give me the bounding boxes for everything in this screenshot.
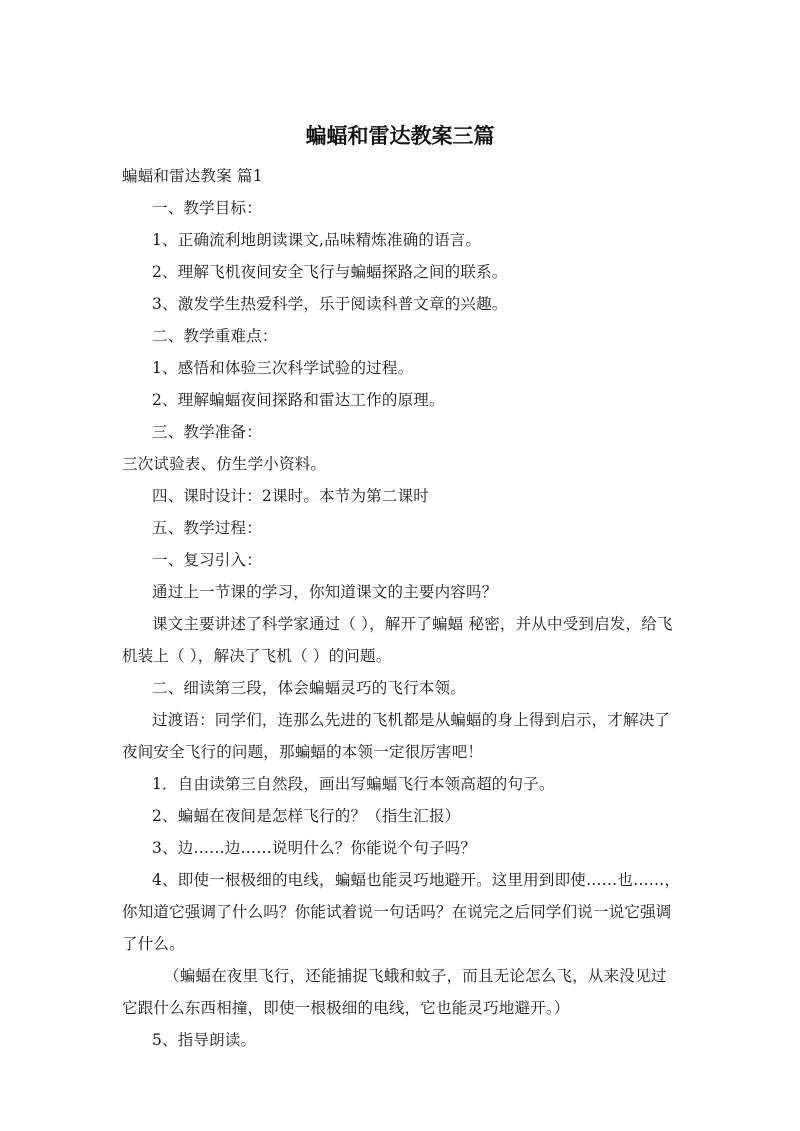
paragraph: 二、细读第三段，体会蝙蝠灵巧的飞行本领。 — [152, 679, 467, 697]
paragraph: 2、理解飞机夜间安全飞行与蝙蝠探路之间的联系。 — [152, 263, 508, 281]
paragraph: 1．自由读第三自然段，画出写蝙蝠飞行本领高超的句子。 — [152, 775, 555, 793]
paragraph: 1、感悟和体验三次科学试验的过程。 — [152, 359, 414, 377]
paragraph: 课文主要讲述了科学家通过（ ），解开了蝙蝠 秘密，并从中受到启发，给飞机装上（ ），解决了飞机（ ）的问题。 — [122, 615, 673, 665]
paragraph: 二、教学重难点： — [152, 327, 278, 345]
document-body — [122, 160, 682, 1056]
paragraph: 过渡语：同学们，连那么先进的飞机都是从蝙蝠的身上得到启示，才解决了夜间安全飞行的问题，那蝙蝠的本领一定很厉害吧！ — [122, 711, 671, 761]
paragraph: 三次试验表、仿生学小资料。 — [122, 455, 327, 473]
paragraph: （蝙蝠在夜里飞行，还能捕捉飞蛾和蚊子，而且无论怎么飞，从来没见过它跟什么东西相撞，即使一根极细的电线，它也能灵巧地避开。） — [122, 967, 667, 1017]
paragraph: 2、理解蝙蝠夜间探路和雷达工作的原理。 — [152, 391, 445, 409]
paragraph: 4、即使一根极细的电线，蝙蝠也能灵巧地避开。这里用到即使……也……，你知道它强调了什么吗？你能试着说一句话吗？在说完之后同学们说一说它强调了什么。 — [122, 871, 681, 953]
section-heading: 蝙蝠和雷达教案 篇1 — [122, 167, 263, 185]
paragraph: 5、指导朗读。 — [152, 1031, 257, 1049]
paragraph: 1、正确流利地朗读课文,品味精炼准确的语言。 — [152, 231, 482, 249]
paragraph: 3、激发学生热爱科学，乐于阅读科普文章的兴趣。 — [152, 295, 508, 313]
paragraph: 五、教学过程： — [152, 519, 262, 537]
paragraph: 2、蝙蝠在夜间是怎样飞行的？（指生汇报） — [152, 807, 461, 825]
paragraph: 一、教学目标： — [152, 199, 262, 217]
document-title: 蝙蝠和雷达教案三篇 — [305, 124, 495, 148]
paragraph: 3、边……边……说明什么？你能说个句子吗？ — [152, 839, 477, 857]
paragraph: 三、教学准备： — [152, 423, 262, 441]
paragraph: 四、课时设计：2课时。本节为第二课时 — [152, 487, 429, 505]
paragraph: 通过上一节课的学习，你知道课文的主要内容吗？ — [152, 583, 498, 601]
paragraph: 一、复习引入： — [152, 551, 262, 569]
